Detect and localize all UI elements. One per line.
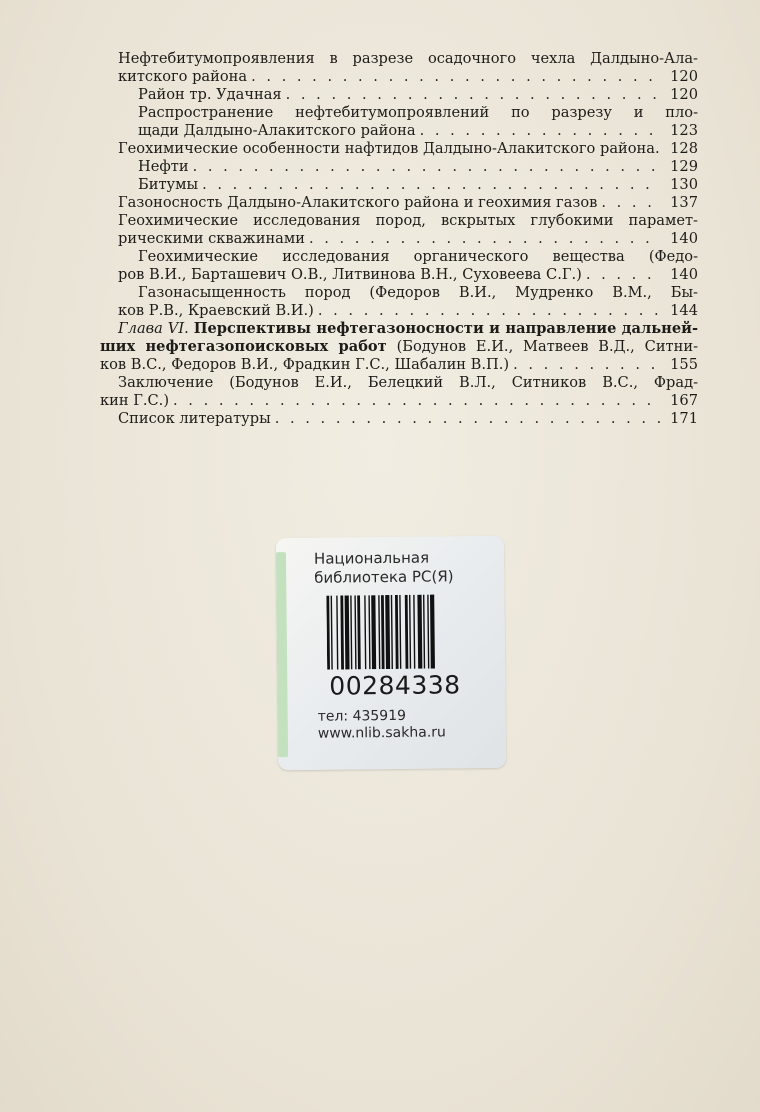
leader-dots <box>202 176 660 194</box>
toc-page-number: 137 <box>670 194 698 211</box>
leader-dots <box>601 194 660 212</box>
library-sticker <box>276 536 506 770</box>
leader-dots <box>286 86 660 104</box>
toc-entry-text: Геохимические исследования пород, вскрытых глубокими парамет- <box>118 212 698 229</box>
leader-dots <box>275 410 660 428</box>
toc-entry-text: Список литературы <box>118 410 271 427</box>
toc-entry-text: Газонасыщенность пород (Федоров В.И., Мудренко В.М., Бы- <box>138 284 698 301</box>
toc-entry-chapter <box>100 320 699 374</box>
toc-entry <box>118 140 698 158</box>
toc-entry-text: Заключение (Бодунов Е.И., Белецкий В.Л., Ситников В.С., Фрад- <box>118 374 698 391</box>
toc-page-number: 130 <box>670 176 698 193</box>
barcode-number: 00284338 <box>329 670 461 701</box>
toc-entry-text: Распространение нефтебитумопроявлений по разрезу и пло- <box>138 104 698 121</box>
table-of-contents <box>100 50 699 428</box>
toc-entry-text: кин Г.С.) <box>100 392 170 409</box>
toc-page-number: 171 <box>670 410 698 427</box>
toc-page-number: 120 <box>670 86 698 103</box>
toc-entry-text: щади Далдыно-Алакитского района <box>138 122 416 139</box>
library-website: www.nlib.sakha.ru <box>317 724 446 742</box>
toc-page-number: 144 <box>670 302 698 319</box>
toc-entry <box>118 194 698 212</box>
toc-entry-text: Битумы <box>138 176 199 193</box>
toc-entry <box>118 248 698 284</box>
toc-page-number: 167 <box>670 392 698 409</box>
leader-dots <box>251 68 660 86</box>
toc-entry <box>118 158 698 176</box>
toc-entry-text: китского района <box>118 68 248 85</box>
toc-entry-text: ров В.И., Барташевич О.В., Литвинова В.Н., Суховеева С.Г.) <box>118 266 582 283</box>
toc-entry <box>118 50 698 86</box>
toc-entry-text: рическими скважинами <box>118 230 305 247</box>
leader-dots <box>193 158 660 176</box>
toc-page-number: 140 <box>670 266 698 283</box>
toc-page-number: 120 <box>670 68 698 85</box>
sticker-strip <box>276 552 288 757</box>
leader-dots <box>318 302 660 320</box>
toc-entry-text: ков Р.В., Краевский В.И.) <box>118 302 314 319</box>
library-name: библиотека РС(Я) <box>314 567 454 587</box>
toc-page-number: 123 <box>670 122 698 139</box>
library-name: Национальная <box>313 548 430 568</box>
chapter-label: Глава VI. <box>118 320 189 337</box>
toc-entry <box>118 410 698 428</box>
toc-entry <box>118 86 698 104</box>
leader-dots <box>586 266 660 284</box>
toc-entry-text: Геохимические исследования органического вещества (Федо- <box>138 248 698 265</box>
toc-page-number: 140 <box>670 230 698 247</box>
leader-dots <box>309 230 660 248</box>
toc-entry-text: Нефти <box>138 158 189 175</box>
toc-page-number: 128 <box>670 140 698 157</box>
barcode-icon <box>326 594 461 669</box>
leader-dots <box>173 392 660 410</box>
toc-entry <box>118 212 698 248</box>
toc-entry <box>118 284 698 320</box>
toc-page-number: 129 <box>670 158 698 175</box>
toc-page-number: 155 <box>670 356 698 373</box>
chapter-title: ших нефтегазопоисковых работ <box>100 338 387 355</box>
leader-dots <box>420 122 660 140</box>
toc-entry-text: Геохимические особенности нафтидов Далдыно-Алакитского района. <box>118 140 660 157</box>
toc-entry-text: Район тр. Удачная <box>138 86 282 103</box>
chapter-authors: (Бодунов Е.И., Матвеев В.Д., Ситни- <box>396 338 699 355</box>
toc-entry-text: Газоносность Далдыно-Алакитского района и геохимия газов <box>118 194 598 211</box>
library-phone: тел: 435919 <box>317 707 407 725</box>
chapter-title: Перспективы нефтегазоносности и направление дальней- <box>193 320 699 337</box>
leader-dots <box>513 356 660 374</box>
toc-entry-text: Нефтебитумопроявления в разрезе осадочного чехла Далдыно-Ала- <box>118 50 698 67</box>
toc-entry <box>100 374 698 410</box>
chapter-authors: ков В.С., Федоров В.И., Фрадкин Г.С., Шабалин В.П.) <box>100 356 510 373</box>
toc-entry <box>118 104 698 140</box>
toc-entry <box>118 176 698 194</box>
